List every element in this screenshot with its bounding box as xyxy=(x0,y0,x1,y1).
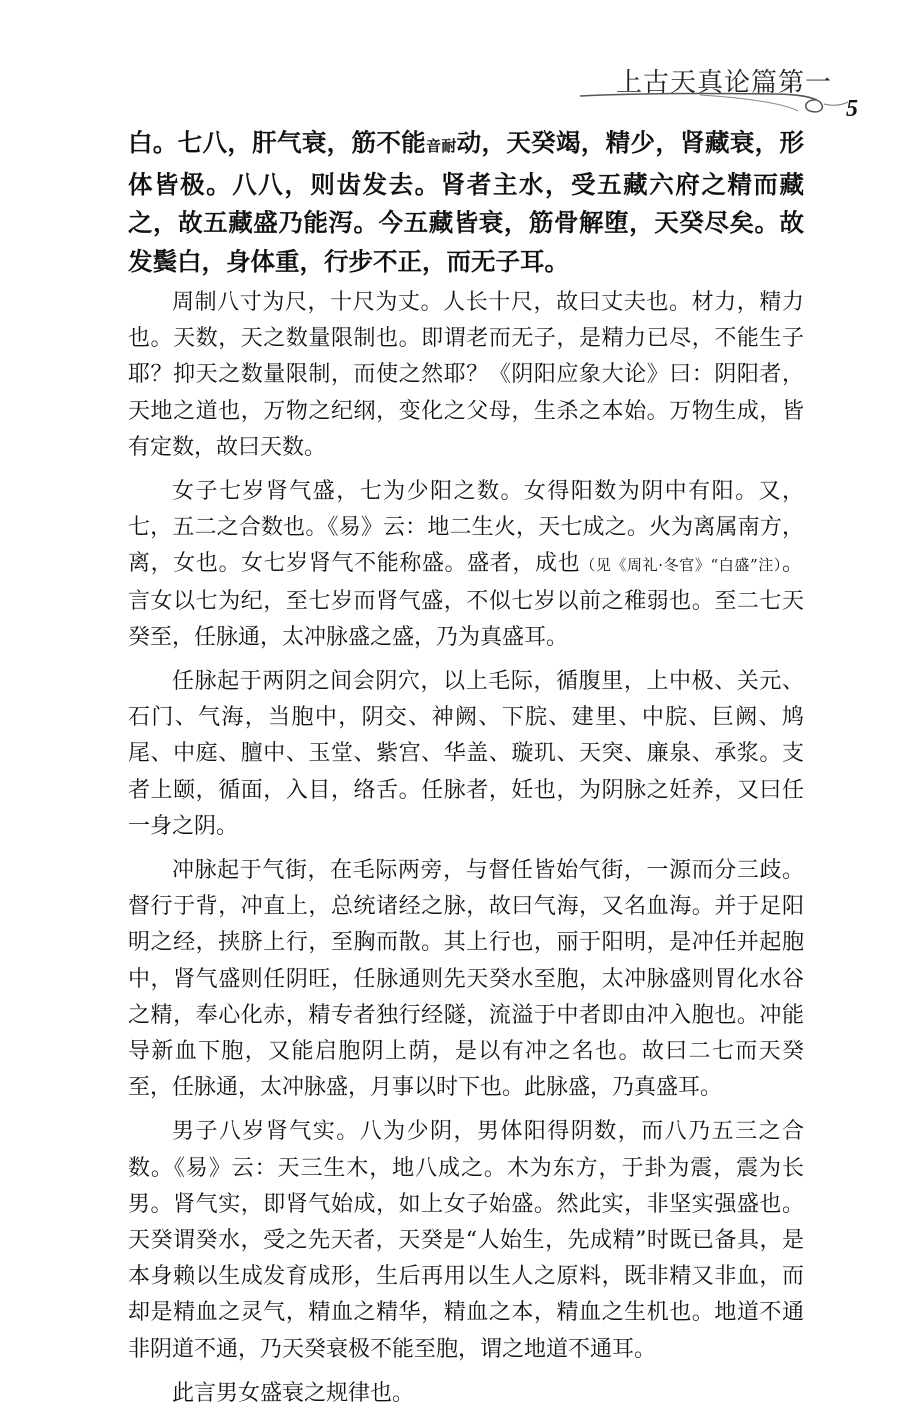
original-text-part1: 白。七八，肝气衰，筋不能 xyxy=(128,128,426,157)
header-ornament xyxy=(580,84,850,118)
commentary-paragraph-4: 冲脉起于气街，在毛际两旁，与督任皆始气街，一源而分三歧。督行于背，冲直上，总统诸经之脉，故曰气海，又名血海。并于足阳明之经，挟脐上行，至胸而散。其上行也，丽于阳明，是冲任并起胞中，肾气盛则任阴旺，任脉通则先天癸水至胞，太冲脉盛则胃化水谷之精，奉心化赤，精专者独行经隧，流溢于中者即由冲入胞也。冲能导新血下胞，又能启胞阴上荫，是以有冲之名也。故曰二七而天癸至，任脉通，太冲脉盛，月事以时下也。此脉盛，乃真盛耳。 xyxy=(128,858,804,1101)
original-text xyxy=(128,124,804,281)
page-number: 5 xyxy=(846,96,858,122)
commentary-paragraph-2-part2: 。言女以七为纪，至七岁而肾气盛，不似七岁以前之稚弱也。至二七天癸至，任脉通，太冲脉盛之盛，乃为真盛耳。 xyxy=(128,551,804,650)
commentary-paragraph-3: 任脉起于两阴之间会阴穴，以上毛际，循腹里，上中极、关元、石门、气海，当胞中，阴交、神阙、下脘、建里、中脘、巨阙、鸠尾、中庭、膻中、玉堂、紫宫、华盖、璇玑、天突、廉泉、承浆。支者上颐，循面，入目，络舌。任脉者，妊也，为阴脉之妊养，又曰任一身之阴。 xyxy=(128,669,804,839)
original-text-part2: 动，天癸竭，精少，肾藏衰，形体皆极。八八，则齿发去。肾者主水，受五藏六府之精而藏之，故五藏盛乃能泻。今五藏皆衰，筋骨解堕，天癸尽矣。故发鬓白，身体重，行步不正，而无子耳。 xyxy=(128,128,804,276)
citation-note: （见《周礼·冬官》“白盛”注） xyxy=(580,556,782,575)
commentary-paragraph-5: 男子八岁肾气实。八为少阴，男体阳得阴数，而八乃五三之合数。《易》云：天三生木，地八成之。木为东方，于卦为震，震为长男。肾气实，即肾气始成，如上女子始盛。然此实，非坚实强盛也。天癸谓癸水，受之先天者，天癸是“人始生，先成精”时既已备具，是本身赖以生成发育成形，生后再用以生人之原料，既非精又非血，而却是精血之灵气，精血之精华，精血之本，精血之生机也。地道不通非阴道不通，乃天癸衰极不能至胞，谓之地道不通耳。 xyxy=(128,1119,804,1362)
pronunciation-annotation: 音耐 xyxy=(426,137,457,155)
chapter-title: 上古天真论篇第一 xyxy=(615,68,832,98)
commentary-paragraph-6: 此言男女盛衰之规律也。 xyxy=(172,1380,415,1406)
commentary-paragraph-2-part1: 女子七岁肾气盛，七为少阳之数。女得阳数为阴中有阳。又，七，五二之合数也。《易》云：地二生火，天七成之。火为离属南方，离，女也。女七岁肾气不能称盛。盛者，成也 xyxy=(128,479,804,577)
commentary-paragraph-1: 周制八寸为尺，十尺为丈。人长十尺，故曰丈夫也。材力，精力也。天数，天之数量限制也。即谓老而无子，是精力已尽，不能生子耶？抑天之数量限制，而使之然耶？《阴阳应象大论》曰：阴阳者，天地之道也，万物之纪纲，变化之父母，生杀之本始。万物生成，皆有定数，故曰天数。 xyxy=(128,290,804,460)
page-body xyxy=(128,124,804,1420)
commentary-paragraph-2 xyxy=(128,474,804,656)
